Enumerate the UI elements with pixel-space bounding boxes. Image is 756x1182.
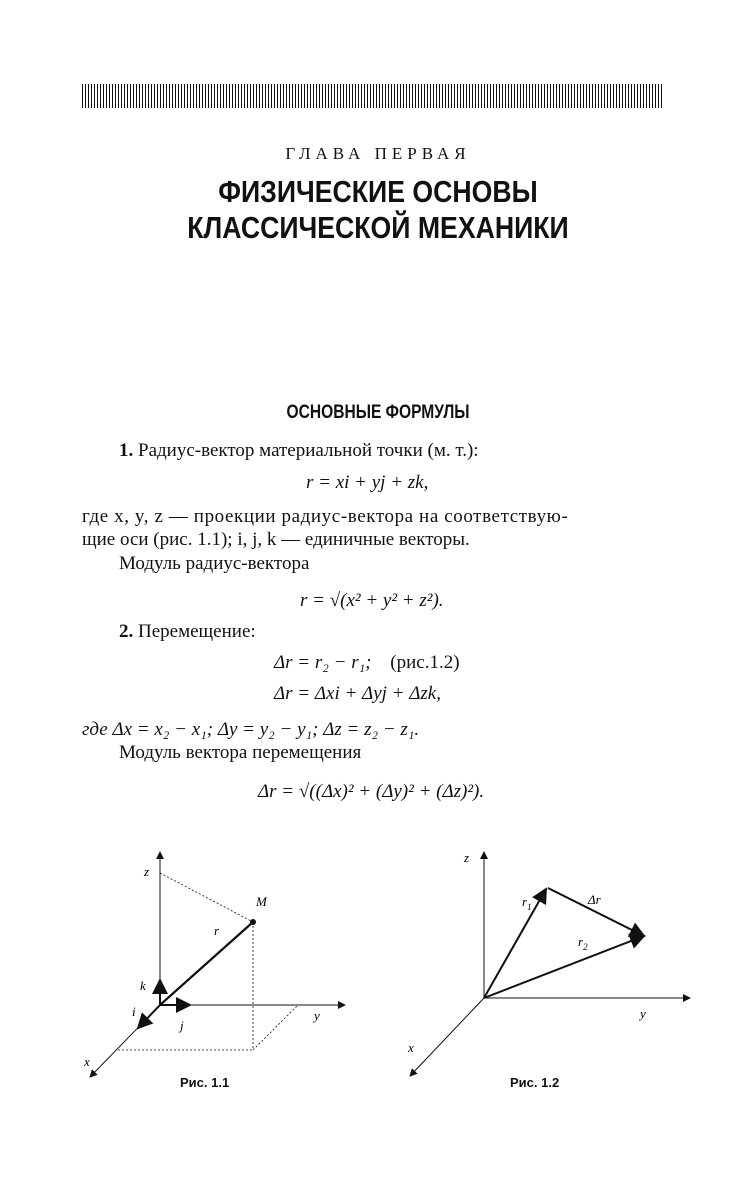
fig1-radius-vector (160, 922, 253, 1005)
chapter-title (53, 174, 703, 246)
fig2-x-axis (410, 998, 484, 1076)
where1-line1: где x, y, z — проекции радиус-вектора на соответствую- (82, 506, 569, 527)
fig2-caption: Рис. 1.2 (510, 1075, 560, 1090)
formula-modulus-r-text: r = √(x² + y² + z²). (300, 590, 444, 611)
figure-1-1 (80, 840, 380, 1090)
modulus-r-label: Модуль радиус-вектора (119, 553, 310, 574)
chapter-title-line2: КЛАССИЧЕСКОЙ МЕХАНИКИ (187, 210, 569, 245)
fig2-label-r1-letter: r (522, 894, 528, 909)
formula-displacement-2-text: Δr = Δxi + Δyj + Δzk, (274, 683, 441, 704)
item2-heading (119, 621, 256, 643)
fig1-unit-i (138, 1005, 160, 1028)
figure-1-2 (400, 840, 700, 1090)
fig2-vector-r1 (484, 889, 546, 998)
fig2-label-r2-letter: r (578, 934, 584, 949)
fig2-label-dr: Δr (588, 892, 601, 907)
item1-text: Радиус-вектор материальной точки (м. т.): (133, 440, 479, 461)
fig1-label-m: M (256, 894, 267, 909)
item2-number: 2. (119, 621, 134, 642)
fig1-label-i: i (132, 1004, 136, 1019)
formula-modulus-r (300, 590, 444, 612)
fig1-label-r: r (214, 923, 220, 938)
fig2-label-r2 (578, 934, 588, 952)
fig1-label-z: z (144, 864, 150, 879)
fig2-label-z: z (464, 850, 470, 865)
fig1-caption: Рис. 1.1 (180, 1075, 230, 1090)
formula-radius-vector (306, 472, 428, 494)
formula-displacement-1-text: Δr = r₂ − r₁; (274, 652, 372, 673)
fig1-point-m (250, 919, 256, 925)
fig1-label-y: y (314, 1008, 320, 1023)
fig2-label-x: x (408, 1040, 414, 1055)
where2 (82, 719, 419, 741)
item1-heading (119, 440, 479, 462)
fig2-label-y: y (640, 1006, 646, 1021)
chapter-title-line1: ФИЗИЧЕСКИЕ ОСНОВЫ (218, 174, 538, 209)
formula-displacement-1 (274, 652, 460, 674)
chapter-label: ГЛАВА ПЕРВАЯ (285, 144, 471, 163)
formula-modulus-dr-text: Δr = √((Δx)² + (Δy)² + (Δz)²). (258, 781, 485, 802)
chapter-header-bar (82, 84, 662, 108)
fig2-label-r1-sub: 1 (527, 902, 532, 912)
formula-displacement-2 (274, 683, 441, 705)
formula-radius-vector-text: r = xi + yj + zk, (306, 472, 429, 493)
section-title: ОСНОВНЫЕ ФОРМУЛЫ (286, 402, 470, 423)
fig1-label-j: j (180, 1018, 184, 1033)
formula-modulus-dr (258, 781, 484, 803)
formula-displacement-1-ref: (рис.1.2) (390, 652, 460, 673)
where1-line2: щие оси (рис. 1.1); i, j, k — единичные векторы. (82, 529, 470, 550)
fig2-label-r2-sub: 2 (583, 942, 588, 952)
item2-text: Перемещение: (133, 621, 256, 642)
fig2-vector-r2 (484, 936, 644, 998)
item1-number: 1. (119, 440, 134, 461)
modulus-dr-label: Модуль вектора перемещения (119, 742, 362, 763)
fig1-label-k: k (140, 978, 146, 993)
fig2-label-r1 (522, 894, 532, 912)
fig1-label-x: x (84, 1054, 90, 1069)
where2-text: где Δx = x₂ − x₁; Δy = y₂ − y₁; Δz = z₂ − z₁. (82, 719, 420, 740)
